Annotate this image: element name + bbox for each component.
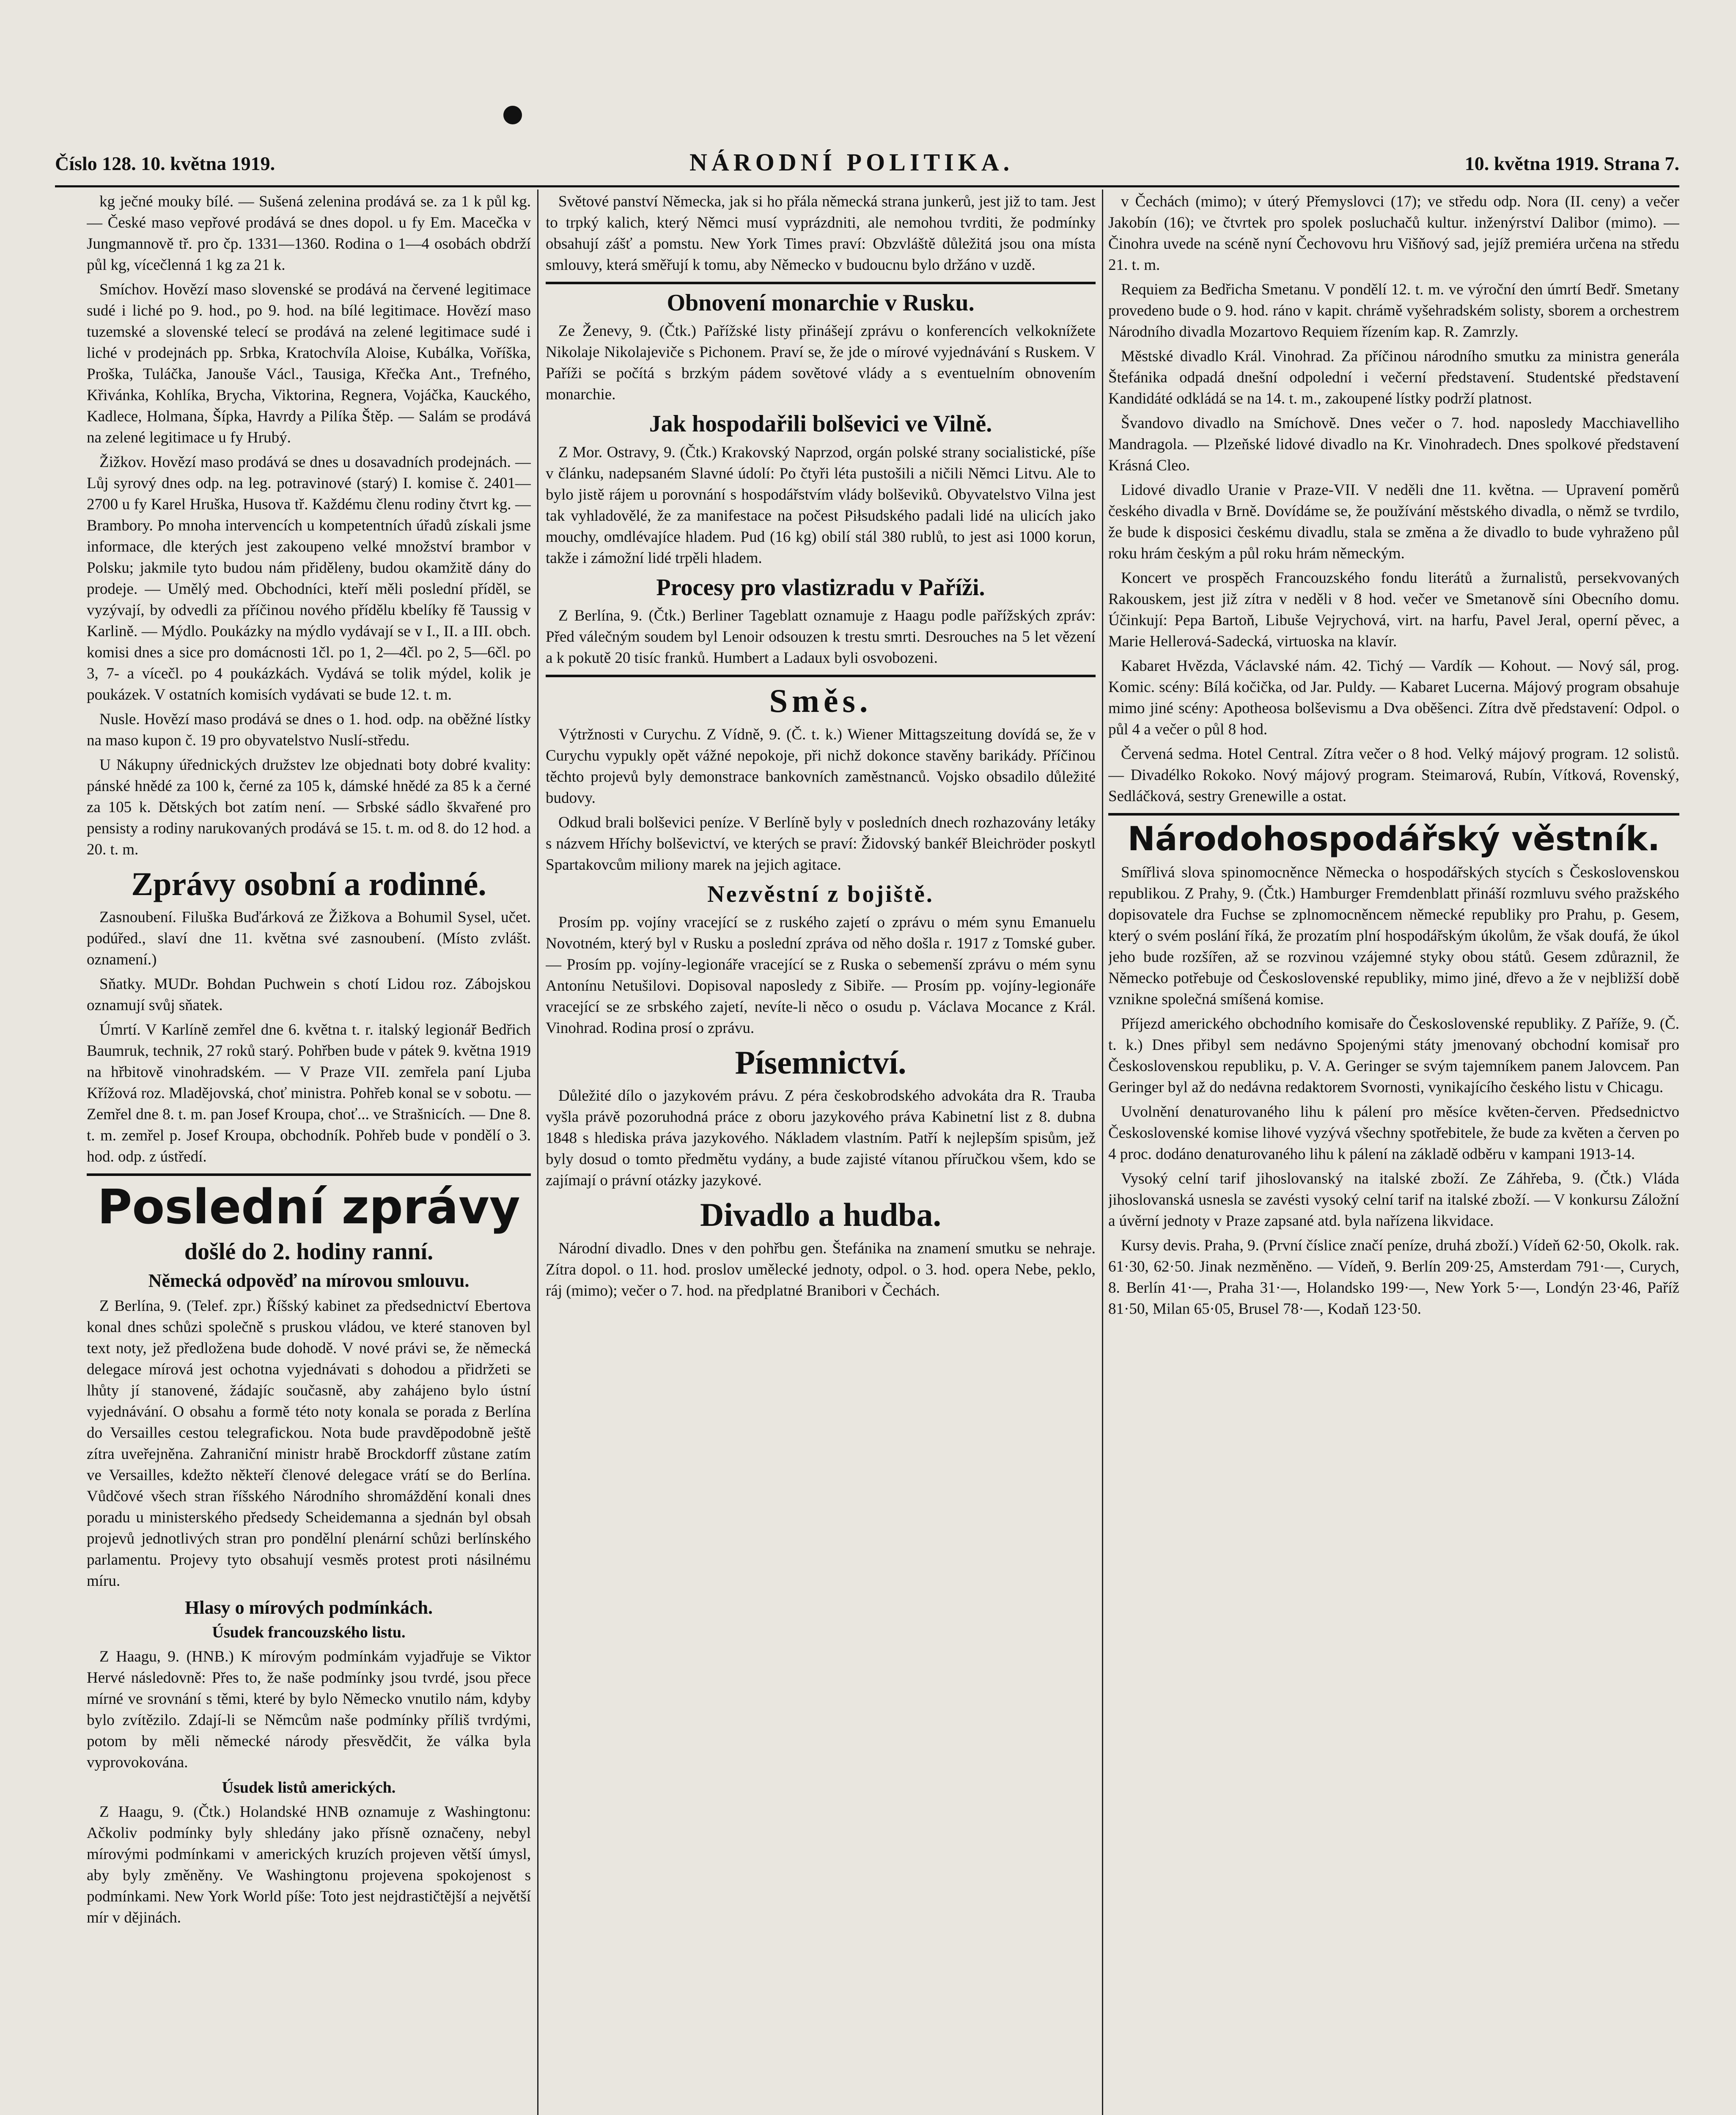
column-divider xyxy=(1102,190,1103,2115)
article-title: Německá odpověď na mírovou smlouvu. xyxy=(148,1270,470,1291)
paragraph: Městské divadlo Král. Vinohrad. Za příčinou národního smutku za ministra generála Štefánika odpadá dnešní odpolední i večerní představení. Studentské představení Kandidáté odkládá se na 14. t. m., zakoupené lístky podrží platnost. xyxy=(1108,348,1679,407)
article-subtitle: Úsudek francouzského listu. xyxy=(212,1623,406,1641)
issue-number: Číslo 128. 10. května 1919. xyxy=(55,153,275,174)
page-number: 10. května 1919. Strana 7. xyxy=(1464,153,1679,174)
paragraph: Prosím pp. vojíny vracející se z ruského zajetí o zprávu o mém synu Emanuelu Novotném, který byl v Rusku a poslední zpráva od něho došla r. 1917 z Tomské guber. — Prosím pp. vojíny-legionáře vracející se z Ruska o sebemenší zprávu o mém synu Antonínu Netušilovi. Dopisoval naposledy z Sibiře. — Prosím pp. vojíny-legionáře vracející se ze srbského zajetí, nevíte-li něco o osudu p. Václava Mocance z Král. Vinohrad. Rodina prosí o zprávu. xyxy=(546,914,1096,1037)
section-heading: Písemnictví. xyxy=(735,1044,906,1081)
divider xyxy=(87,1173,531,1176)
paragraph: Národní divadlo. Dnes v den pohřbu gen. Štefánika na znamení smutku se nehraje. Zítra dopol. o 11. hod. proslov umělecké jednoty, odpol. o 3. hod. opera Nebe, peklo, ráj (mimo); večer o 7. hod. na předplatné Branibori v Čechách. xyxy=(546,1239,1096,1299)
paragraph: Švandovo divadlo na Smíchově. Dnes večer o 7. hod. naposledy Macchiavelliho Mandragola. — Plzeňské lidové divadlo na Kr. Vinohradech. Dnes spolkové představení Krásná Cleo. xyxy=(1108,415,1679,474)
paragraph: Červená sedma. Hotel Central. Zítra večer o 8 hod. Velký májový program. 12 solistů. — Divadélko Rokoko. Nový májový program. Steimarová, Rubín, Vítková, Rovenský, Sedláčková, sestry Grenewille a ostat. xyxy=(1108,745,1679,805)
article-title: Obnovení monarchie v Rusku. xyxy=(667,290,975,316)
section-heading: Směs. xyxy=(769,682,872,720)
paragraph: Důležité dílo o jazykovém právu. Z péra českobrodského advokáta dra R. Trauba vyšla právě pozoruhodná práce z oboru jazykového práva Kabinetní list z 8. dubna 1848 s hlediska práva jazykového. Nákladem vlastním. Patří k nejlepším spisům, jež byly dosud o tomto předmětu vydány, a bude zajisté vítanou příručkou všem, kdo se zajímají o právní otázky jazykové. xyxy=(546,1087,1096,1189)
article-title: Procesy pro vlastizradu v Paříži. xyxy=(656,574,985,601)
paragraph: Requiem za Bedřicha Smetanu. V pondělí 12. t. m. ve výroční den úmrtí Bedř. Smetany provedeno bude o 9. hod. ráno v kapit. chrámě vyšehradském solisty, sborem a orchestrem Národního divadla Mozartovo Requiem řízením kap. R. Zamrzly. xyxy=(1108,281,1679,341)
paragraph: Z Haagu, 9. (HNB.) K mírovým podmínkám vyjadřuje se Viktor Hervé následovně: Přes to, že naše podmínky jsou tvrdé, jsou přece mírné ve srovnání s těmi, které by bylo Německo vnutilo nám, kdyby bylo zvítězilo. Zdají-li se Němcům naše podmínky příliš tvrdými, potom by měli německé národy přesvědčit, že válka byla vyprovokována. xyxy=(87,1648,531,1771)
section-heading: Národohospodářský věstník. xyxy=(1127,820,1660,858)
paragraph: Koncert ve prospěch Francouzského fondu literátů a žurnalistů, persekvovaných Rakouskem, jest již zítra v neděli v 8 hod. večer ve Smetanově síni Obecního domu. Účinkují: Pepa Bartoň, Libuše Vejrychová, virt. na harfu, Pavel Jeral, operní pěvec, a Marie Hellerová-Sadecká, virtuoska na klavír. xyxy=(1108,569,1679,650)
paragraph: Kabaret Hvězda, Václavské nám. 42. Tichý — Vardík — Kohout. — Nový sál, prog. Komic. scény: Bílá kočička, od Jar. Puldy. — Kabaret Lucerna. Májový program obsahuje mimo jiné scény: Apotheosa bolševismu a Dva oběšenci. Zítra dvě představení: Odpol. o půl 4 a večer o půl 8 hod. xyxy=(1108,657,1679,738)
paragraph: Smířlivá slova spinomocněnce Německa o hospodářských stycích s Československou republikou. Z Prahy, 9. (Čtk.) Hamburger Fremdenblatt přináší rozmluvu svého pražského dopisovatele dra Fuchse se zplnomocněncem německé republiky pro Prahu, p. Gesem, který o svém poslání říká, že prozatím plní hospodářským úkolům, že však doufá, že úkol jeho bude rozšířen, až se rozvinou vzájemné styky obou států. Gesem zdůraznil, že Německo potřebuje od Československé republiky, mimo jiné, dřevo a že v nejbližší době vznikne společná smíšená komise. xyxy=(1108,864,1679,1008)
column-divider xyxy=(537,190,538,2115)
paragraph: Nusle. Hovězí maso prodává se dnes o 1. hod. odp. na oběžné lístky na maso kupon č. 19 pro obyvatelstvo Nuslí-středu. xyxy=(87,711,531,749)
column-2 xyxy=(546,191,1096,2115)
paragraph: kg ječné mouky bílé. — Sušená zelenina prodává se. za 1 k půl kg. — České maso vepřové prodává se dnes dopol. u fy Em. Macečka v Jungmannově tř. pro čp. 1331—1360. Rodina o 1—4 osobách obdrží půl kg, vícečlenná 1 kg za 21 k. xyxy=(87,193,531,274)
header-rule xyxy=(55,185,1679,187)
section-heading: Poslední zprávy xyxy=(97,1180,520,1235)
paragraph: Výtržnosti v Curychu. Z Vídně, 9. (Č. t. k.) Wiener Mittagszeitung dovídá se, že v Curychu vypukly opět vážné nepokoje, při nichž dokonce stavěny barikády. Příčinou těchto projevů byly demonstrace bankovních zaměstnanců. Vojsko obsadilo důležité budovy. xyxy=(546,725,1096,807)
paragraph: Vysoký celní tarif jihoslovanský na italské zboží. Ze Záhřeba, 9. (Čtk.) Vláda jihoslovanská usnesla se zavésti vysoký celní tarif na italské zboží. — V konkursu Záložní a úvěrní jednoty v Praze zapsané atd. byla nařízena likvidace. xyxy=(1108,1170,1679,1230)
divider xyxy=(1108,813,1679,816)
punch-hole xyxy=(503,106,522,124)
page-header xyxy=(55,127,1679,190)
paragraph: Kursy devis. Praha, 9. (První číslice značí peníze, druhá zboží.) Vídeň 62·50, Okolk. rak. 61·30, 62·50. Jinak nezměněno. — Vídeň, 9. Berlín 209·25, Amsterdam 791·—, Curych, 8. Berlín 41·—, Praha 31·—, Holandsko 199·—, New York 5·—, Londýn 23·46, Paříž 81·50, Milan 65·05, Brusel 78·—, Kodaň 123·50. xyxy=(1108,1237,1679,1318)
paragraph: Odkud brali bolševici peníze. V Berlíně byly v posledních dnech rozhazovány letáky s názvem Hříchy bolševictví, ve kterých se praví: Židovský bankéř Bleichröder poskytl Spartakovcům miliony marek na jejich agitace. xyxy=(546,813,1096,873)
paragraph: Uvolnění denaturovaného lihu k pálení pro měsíce květen-červen. Předsednictvo Československé komise lihové vyzývá všechny spotřebitele, že bude za květen a červen po 4 proc. dodáno denaturovaného lihu k pálení na základě odběru v kampani 1913-14. xyxy=(1108,1103,1679,1163)
paragraph: Sňatky. MUDr. Bohdan Puchwein s chotí Lidou roz. Zábojskou oznamují svůj sňatek. xyxy=(87,975,531,1014)
subheading: došlé do 2. hodiny ranní. xyxy=(184,1239,434,1265)
section-heading: Zprávy osobní a rodinné. xyxy=(131,865,486,902)
paragraph: Smíchov. Hovězí maso slovenské se prodává na červené legitimace sudé i liché po 9. hod., po 9. hod. na bílé legitimace. Hovězí maso tuzemské a slovenské telecí se prodává na zelené legitimace sudé i liché v prodejnách pp. Srbka, Kratochvíla Aloise, Kubálka, Voříška, Proška, Tuláčka, Janouše Václ., Tausiga, Křečka Ant., Trefného, Křivánka, Kohlíka, Brycha, Viktorina, Regnera, Vojáčka, Kauckého, Kadlece, Holmana, Šípka, Havrdy a Pilíka Štěp. — Salám se prodává na zelené legitimace u fy Hrubý. xyxy=(87,281,531,446)
paragraph: Z Berlína, 9. (Čtk.) Berliner Tageblatt oznamuje z Haagu podle pařížských zpráv: Před válečným soudem byl Lenoir odsouzen k trestu smrti. Desrouches na 5 let vězení a k pokutě 20 tisíc franků. Humbert a Ladaux byli osvobozeni. xyxy=(546,607,1096,667)
article-title: Hlasy o mírových podmínkách. xyxy=(185,1597,433,1618)
paragraph: Žižkov. Hovězí maso prodává se dnes u dosavadních prodejnách. — Lůj syrový dnes odp. na leg. potravinové (starý) I. komise č. 2401—2700 u fy Karel Hruška, Husova tř. Každému členu rodiny čtvrt kg. — Brambory. Po mnoha intervencích u kompetentních úřadů získali jsme informace, dle kterých jest zakoupeno velké množství brambor v Polsku; jakmile tyto budou nám přiděleny, budou okamžitě dány do prodeje. — Umělý med. Obchodníci, kteří měli poslední příděl, se vyzývají, by odvedli za příčinou nového přídělu kbelíky fě Taussig v Karlině. — Mýdlo. Poukázky na mýdlo vydávají se v I., II. a III. obch. komisi dnes a sice pro domácnosti 1čl. po 1, 2—4čl. po 2, 5—6čl. po 3, 7- a vícečl. po 4 poukázkách. Vydává se tolik mýdel, kolik je poukázek. V ostatních komisích vydávati se bude 12. t. m. xyxy=(87,453,531,703)
divider xyxy=(546,675,1096,677)
column-1 xyxy=(87,191,531,2115)
divider xyxy=(546,282,1096,284)
paragraph: Z Haagu, 9. (Čtk.) Holandské HNB oznamuje z Washingtonu: Ačkoliv podmínky byly shledány jako přísně označeny, nebyl mírovými podmínkami v amerických kruzích projeven větší úmysl, aby byly změněny. Ve Washingtonu projevena spokojenost s podmínkami. New York World píše: Toto jest nejdrastičtější a největší mír v dějinách. xyxy=(87,1803,531,1926)
article-title: Jak hospodařili bolševici ve Vilně. xyxy=(649,411,992,437)
article-subtitle: Úsudek listů amerických. xyxy=(222,1778,396,1796)
paragraph: U Nákupny úřednických družstev lze objednati boty dobré kvality: pánské hnědé za 100 k, černé za 105 k, dámské hnědé za 85 k a černé za 105 k. Dětských bot zatím není. — Srbské sádlo škvařené pro pensisty a rodiny narukovaných prodává se 15. t. m. od 8. do 12 hod. a 20. t. m. xyxy=(87,756,531,858)
section-heading: Divadlo a hudba. xyxy=(700,1196,942,1233)
paragraph: v Čechách (mimo); v úterý Přemyslovci (17); ve středu odp. Nora (II. ceny) a večer Jakobín (16); ve čtvrtek pro spolek posluchačů kultur. inženýrství Dalibor (mimo). — Činohra uvede na scéně nyní Čechovovu hru Višňový sad, jejíž premiéra určena na středu 21. t. m. xyxy=(1108,193,1679,274)
paragraph: Zasnoubení. Filuška Buďárková ze Žižkova a Bohumil Sysel, učet. podúřed., slaví dne 11. května své zasnoubení. (Místo zvlášt. oznamení.) xyxy=(87,909,531,969)
paragraph: Úmrtí. V Karlíně zemřel dne 6. května t. r. italský legionář Bedřich Baumruk, technik, 27 roků starý. Pohřben bude v pátek 9. května 1919 na hřbitově vinohradském. — V Praze VII. zemřela paní Ljuba Křížová roz. Mladějovská, choť ministra. Pohřeb konal se v sobotu. — Zemřel dne 8. t. m. pan Josef Kroupa, choť... ve Strašnicích. — Dne 8. t. m. zemřel p. Josef Kroupa, obchodník. Pohřeb bude v pondělí o 3. hod. odp. z ústředí. xyxy=(87,1021,531,1166)
paragraph: Ze Ženevy, 9. (Čtk.) Pařížské listy přinášejí zprávu o konferencích velkoknížete Nikolaje Nikolajeviče s Pichonem. Praví se, že jde o mírové vyjednávání s Ruskem. V Paříži se počítá s brzkým pádem sovětové vlády a s eventuelním obnovením monarchie. xyxy=(546,322,1096,404)
masthead: NÁRODNÍ POLITIKA. xyxy=(689,148,1014,176)
paragraph: Příjezd amerického obchodního komisaře do Československé republiky. Z Paříže, 9. (Č. t. k.) Dnes přibyl sem nedávno Spojenými státy jmenovaný obchodní komisař pro Československou republiku, p. V. A. Geringer se svým tajemníkem panem Jalovcem. Pan Geringer byl až do nedávna redaktorem Svornosti, vynikajícího českého listu v Chicagu. xyxy=(1108,1015,1679,1096)
paragraph: Z Berlína, 9. (Telef. zpr.) Říšský kabinet za předsednictví Ebertova konal dnes schůzi společně s pruskou vládou, ve které stanoven byl text noty, jež předložena bude dohodě. V nové právi se, že německá delegace mírová jest ochotna vyjednávati s dohodou a přidržeti se lhůty jí stanovené, žádajíc současně, aby zahájeno bylo ústní vyjednávání. O obsahu a formě této noty konala se porada z Berlína do Versailles cestou telegrafickou. Nota bude pravděpodobně ještě zítra uveřejněna. Zahraniční ministr hrabě Brockdorff zůstane zatím ve Versailles, kdežto někteří členové delegace vrátí se do Berlína. Vůdčové všech stran říšského Národního shromáždění konali dnes poradu u ministerského předsedy Scheidemanna a sjednán byl obsah projevů jednotlivých stran pro pondělní plenární schůzi berlínského parlamentu. Projevy tyto obsahují vesměs protest proti násilnému míru. xyxy=(87,1297,531,1590)
paragraph: Z Mor. Ostravy, 9. (Čtk.) Krakovský Naprzod, orgán polské strany socialistické, píše v článku, nadepsaném Slavné údolí: Po čtyři léta pustošili a ničili Němci Litvu. Ale to bylo jistě rájem u porovnání s hospodářstvím vlády bolševiků. Obyvatelstvo Vilna jest tak vyhladovělé, že za manifestace na počest Piłsudského padali lidé na ulicích jako mouchy, omdlévajíce hladem. Pud (16 kg) obilí stál 380 rublů, to jest asi 1000 korun, takže i zámožní lidé trpěli hladem. xyxy=(546,443,1096,567)
paragraph: Světové panství Německa, jak si ho přála německá strana junkerů, jest již to tam. Jest to trpký kalich, který Němci musí vyprázdniti, ale nemohou tvrditi, že podmínky obsahují zášť a pomstu. New York Times praví: Obzvláště důležitá jsou ona místa smlouvy, která směřují k tomu, aby Německo v budoucnu bylo držáno v uzdě. xyxy=(546,193,1096,274)
section-heading: Nezvěstní z bojiště. xyxy=(707,881,934,907)
paragraph: Lidové divadlo Uranie v Praze-VII. V neděli dne 11. května. — Upravení poměrů českého divadla v Brně. Dovídáme se, že používání městského divadla, o němž se tvrdilo, že bude k disposici českému divadlu, stala se změna a že divadlo to bude vyhraženo půl roku hrám českým a půl roku hrám německým. xyxy=(1108,481,1679,562)
column-3 xyxy=(1108,191,1679,2115)
